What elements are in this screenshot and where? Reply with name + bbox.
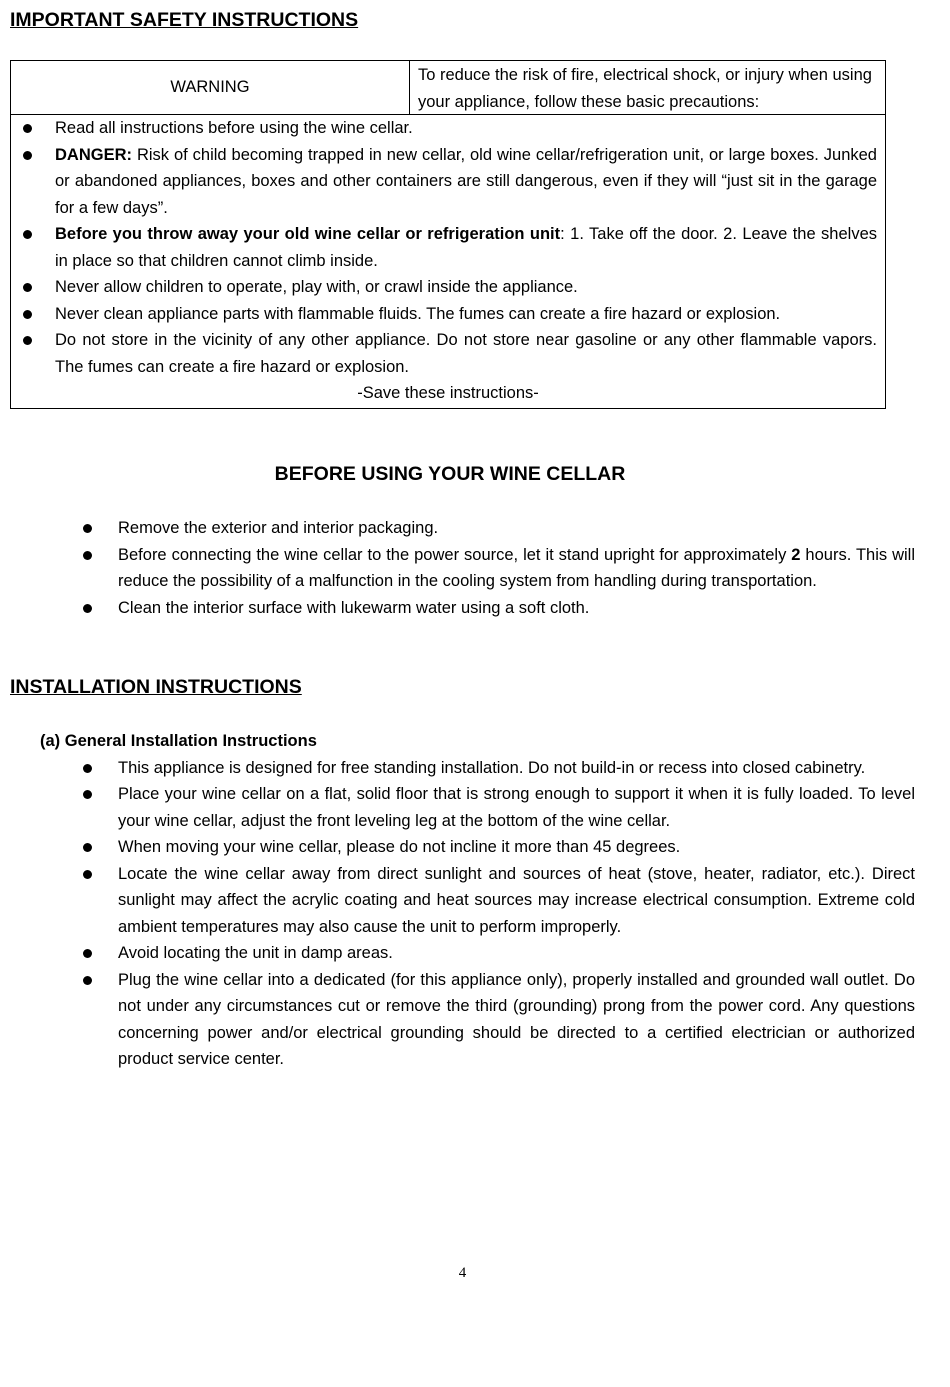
list-item: DANGER: Risk of child becoming trapped in new cellar, old wine cellar/refrigeration unit, or large boxes. Junked or abandoned appliances, boxes and other containers are still dangerous, even if they will “just sit in the garage for a few days”.: [11, 142, 885, 222]
list-item: Do not store in the vicinity of any other appliance. Do not store near gasoline or any other flammable vapors. The fumes can create a fire hazard or explosion.: [11, 327, 885, 380]
bullet-icon: [83, 949, 92, 958]
list-item: Read all instructions before using the wine cellar.: [11, 115, 885, 142]
list-item: When moving your wine cellar, please do not incline it more than 45 degrees.: [0, 834, 915, 861]
list-item: Locate the wine cellar away from direct sunlight and sources of heat (stove, heater, radiator, etc.). Direct sunlight may affect the acrylic coating and heat sources may increase electrical consumption. Extreme cold ambient temperatures may also cause the unit to perform improperly.: [0, 861, 915, 941]
bullet-icon: [23, 151, 32, 160]
list-item: Before you throw away your old wine cellar or refrigeration unit: 1. Take off the door. 2. Leave the shelves in place so that children cannot climb inside.: [11, 221, 885, 274]
bullet-icon: [83, 604, 92, 613]
before-using-list: [0, 515, 915, 621]
precaution-text: To reduce the risk of fire, electrical shock, or injury when using your appliance, follow these basic precautions:: [418, 66, 872, 111]
bullet-icon: [83, 551, 92, 560]
bullet-icon: [23, 336, 32, 345]
installation-section: [0, 728, 915, 1073]
page-number: 4: [458, 1265, 467, 1281]
list-item: Place your wine cellar on a flat, solid floor that is strong enough to support it when it is fully loaded. To level your wine cellar, adjust the front leveling leg at the bottom of the wine cellar.: [0, 781, 915, 834]
bullet-icon: [23, 124, 32, 133]
list-item: Remove the exterior and interior packaging.: [0, 515, 915, 542]
list-item: Never allow children to operate, play with, or crawl inside the appliance.: [11, 274, 885, 301]
list-item: Plug the wine cellar into a dedicated (for this appliance only), properly installed and grounded wall outlet. Do not under any circumstances cut or remove the third (grounding) prong from the power cord. Any questions concerning power and/or electrical grounding should be directed to a certified electrician or authorized product service center.: [0, 967, 915, 1073]
list-item: Clean the interior surface with lukewarm water using a soft cloth.: [0, 595, 915, 622]
safety-list: [11, 115, 885, 380]
before-using-title: BEFORE USING YOUR WINE CELLAR: [274, 463, 626, 485]
bullet-icon: [23, 283, 32, 292]
installation-list: [0, 755, 915, 1073]
bullet-icon: [23, 230, 32, 239]
list-item: Before connecting the wine cellar to the power source, let it stand upright for approximately 2 hours. This will reduce the possibility of a malfunction in the cooling system from handling during transportation.: [0, 542, 915, 595]
safety-box-header: [11, 61, 885, 115]
before-using-section: [0, 515, 915, 621]
list-item: Never clean appliance parts with flammable fluids. The fumes can create a fire hazard or explosion.: [11, 301, 885, 328]
bullet-icon: [83, 524, 92, 533]
bullet-icon: [83, 976, 92, 985]
bullet-icon: [83, 790, 92, 799]
warning-label: WARNING: [11, 61, 410, 114]
bullet-icon: [23, 310, 32, 319]
list-item: Avoid locating the unit in damp areas.: [0, 940, 915, 967]
bullet-icon: [83, 870, 92, 879]
general-installation-subheading: (a) General Installation Instructions: [40, 732, 317, 750]
safety-title: IMPORTANT SAFETY INSTRUCTIONS: [10, 9, 359, 31]
safety-box: [10, 60, 886, 409]
bullet-icon: [83, 764, 92, 773]
list-item: This appliance is designed for free standing installation. Do not build-in or recess into closed cabinetry.: [0, 755, 915, 782]
bullet-icon: [83, 843, 92, 852]
installation-title: INSTALLATION INSTRUCTIONS: [10, 676, 302, 698]
save-instructions-note: -Save these instructions-: [357, 384, 539, 402]
